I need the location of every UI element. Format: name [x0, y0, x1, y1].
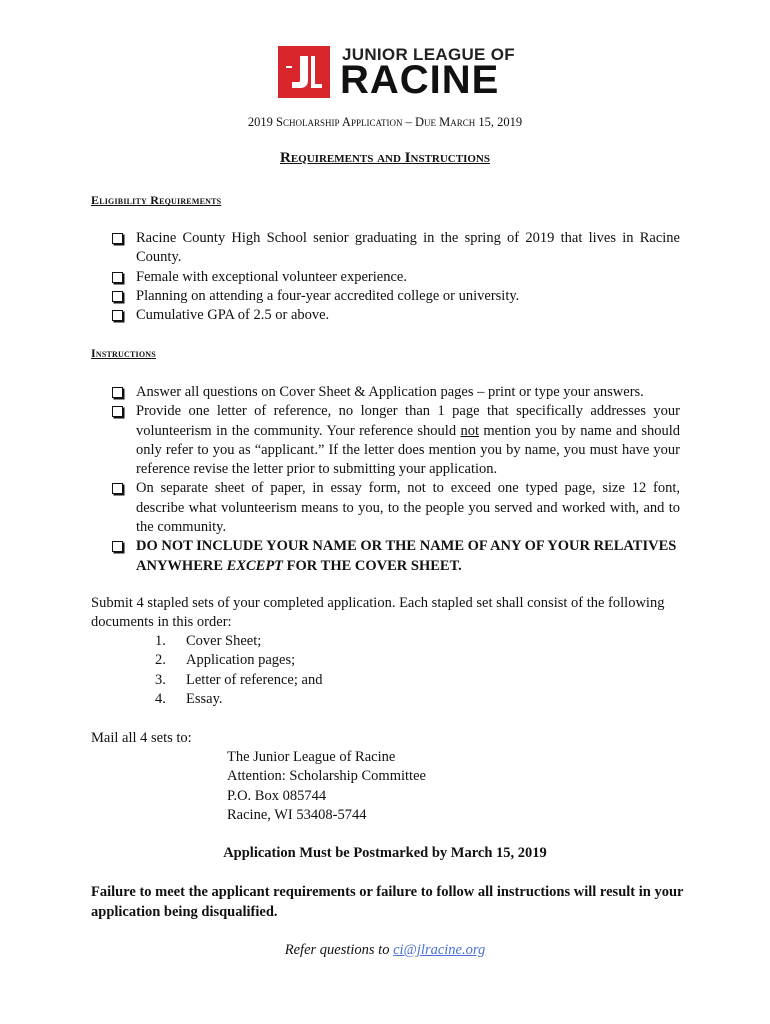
email-link[interactable]: ci@jlracine.org — [393, 942, 486, 958]
list-item: 2. Application pages; — [155, 652, 296, 669]
eligibility-heading: Eligibility Requirements — [91, 193, 222, 207]
eligibility-list — [112, 229, 680, 325]
checkbox-icon — [112, 387, 123, 398]
list-item: 1. Cover Sheet; — [155, 633, 262, 649]
postmark-deadline: Application Must be Postmarked by March 15, 2019 — [223, 845, 547, 861]
list-item: Answer all questions on Cover Sheet & Application pages – print or type your answers. — [112, 383, 680, 402]
mailing-address — [227, 748, 426, 825]
list-item: Racine County High School senior graduating in the spring of 2019 that lives in Racine County. — [112, 229, 680, 268]
address-line: Racine, WI 53408-5744 — [227, 806, 367, 823]
questions-contact: Refer questions to ci@jlracine.org — [284, 942, 486, 958]
list-item: On separate sheet of paper, in essay form, not to exceed one typed page, size 12 font, describe what volunteerism means to you, to the people you served and worked with, and to the community. — [112, 479, 680, 537]
logo-text-line1: JUNIOR LEAGUE OF — [342, 45, 515, 64]
submit-paragraph: Submit 4 stapled sets of your completed application. Each stapled set shall consist of the following documents in this order: — [91, 595, 665, 631]
instructions-list — [112, 383, 680, 576]
application-subtitle: 2019 Scholarship Application – Due March 15, 2019 — [247, 115, 523, 129]
list-item: Provide one letter of reference, no longer than 1 page that specifically addresses your volunteerism in the community. Your reference should not mention you by name and should only refer to you as “applicant.” If the letter does mention you by name, you must have your reference revise the letter prior to submitting your application. — [112, 402, 680, 479]
list-item: Female with exceptional volunteer experience. — [112, 268, 680, 287]
list-item: DO NOT INCLUDE YOUR NAME OR THE NAME OF ANY OF YOUR RELATIVES ANYWHERE EXCEPT FOR THE COVER SHEET. — [112, 537, 680, 576]
address-line: P.O. Box 085744 — [227, 787, 327, 804]
documents-list — [155, 632, 322, 709]
checkbox-icon — [112, 483, 123, 494]
junior-league-logo-icon — [278, 46, 330, 98]
checkbox-icon — [112, 541, 123, 552]
emphasis-not: not — [460, 422, 479, 439]
address-line: The Junior League of Racine — [227, 749, 396, 765]
list-item: 3. Letter of reference; and — [155, 671, 323, 688]
logo — [278, 45, 515, 102]
address-line: Attention: Scholarship Committee — [227, 768, 426, 785]
checkbox-icon — [112, 291, 123, 302]
list-item: Planning on attending a four-year accredited college or university. — [112, 287, 680, 306]
checkbox-icon — [112, 406, 123, 417]
instructions-heading: Instructions — [91, 346, 156, 360]
checkbox-icon — [112, 310, 123, 321]
list-item: Cumulative GPA of 2.5 or above. — [112, 306, 680, 325]
list-item: 4. Essay. — [155, 690, 223, 707]
requirements-title: Requirements and Instructions — [280, 150, 490, 166]
checkbox-icon — [112, 272, 123, 283]
disqualification-notice: Failure to meet the applicant requirements or failure to follow all instructions will result in your application being disqualified. — [91, 884, 684, 920]
logo-text-line2: RACINE — [340, 58, 500, 102]
mail-label: Mail all 4 sets to: — [91, 730, 192, 746]
emphasis-except: EXCEPT — [226, 557, 284, 574]
checkbox-icon — [112, 233, 123, 244]
